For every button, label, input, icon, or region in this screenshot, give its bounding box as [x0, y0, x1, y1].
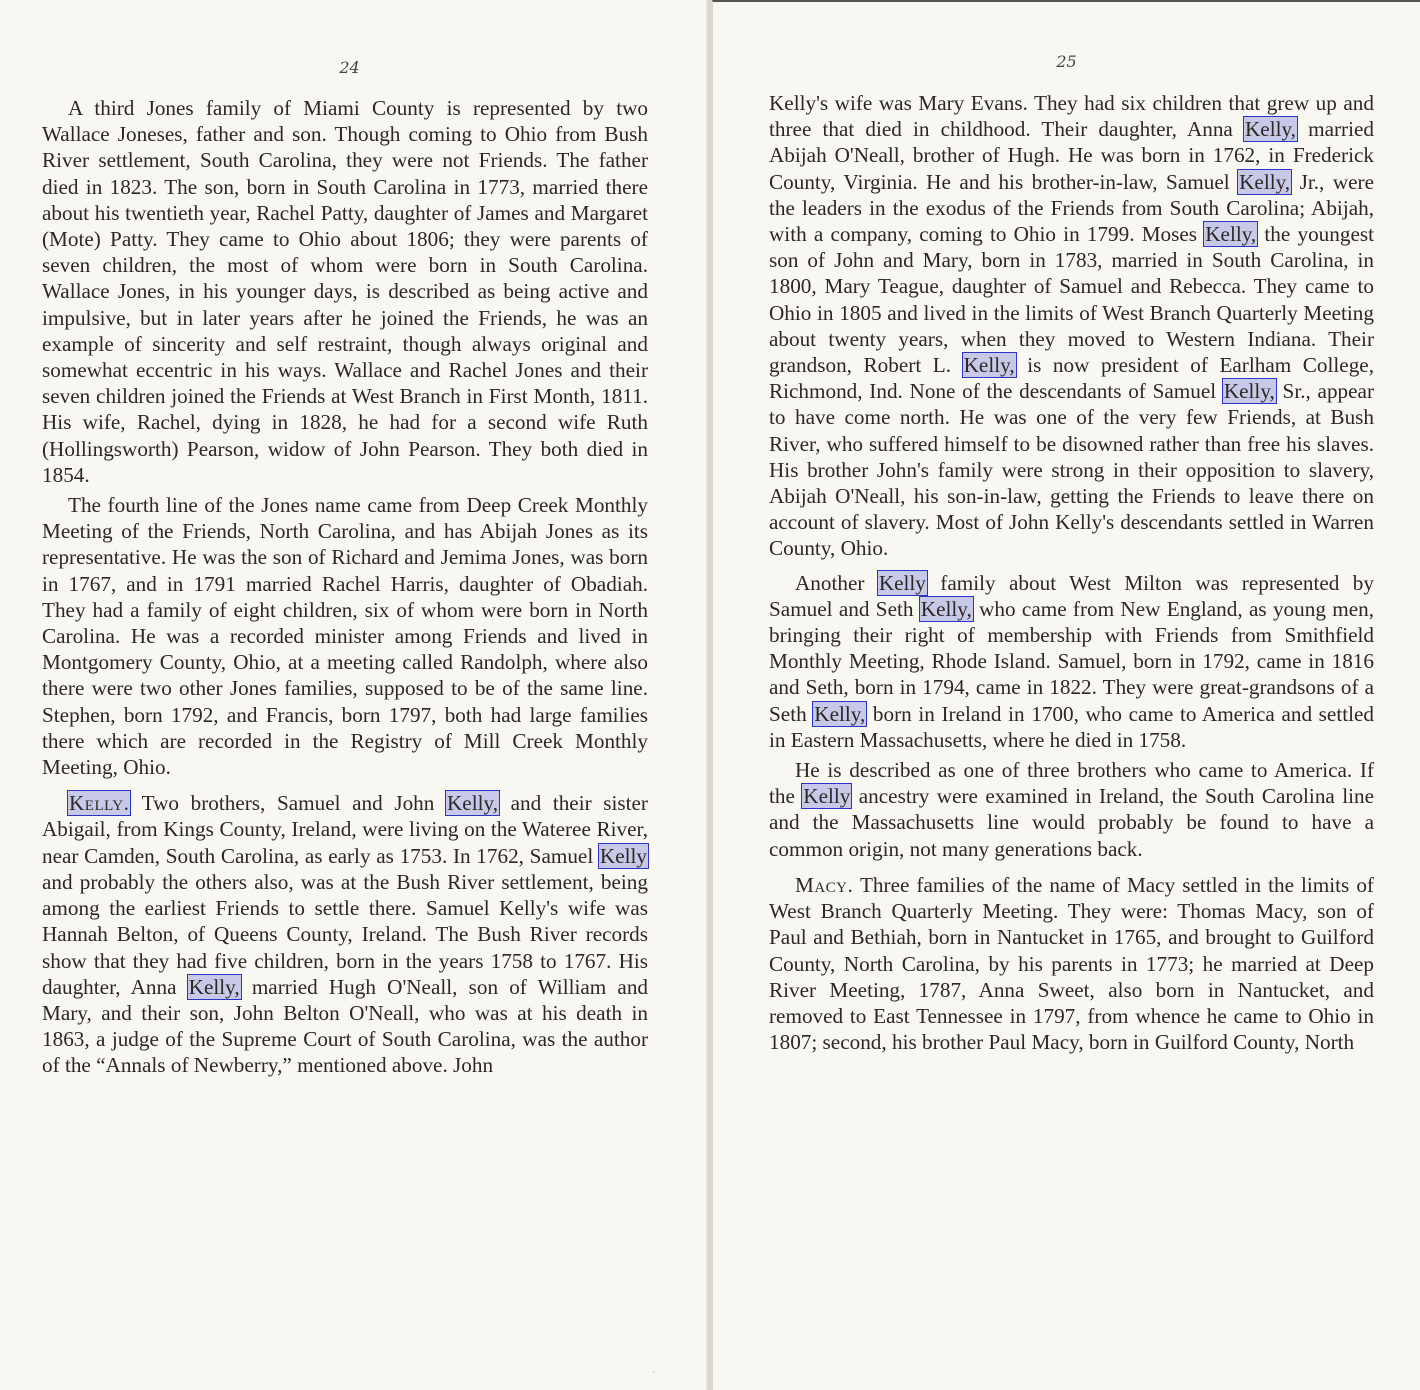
- text-segment: Three families of the name of Macy settled in the limits of West Branch Quarterly Meeting. They were: Thomas Macy, son of Paul and Bethiah, born in Nantucket in 1765, and brought to Guilford County, North Carolina, by his parents in 1773; he married at Deep River Meeting, 1787, Anna Sweet, also born in Nantucket, and removed to East Tennessee in 1797, from whence he came to Ohio in 1807; second, his brother Paul Macy, born in Guilford County, North: [769, 872, 1374, 1055]
- page-number-right: 25: [1056, 52, 1077, 71]
- kelly-highlight[interactable]: Kelly,: [814, 701, 866, 726]
- text-segment: ancestry were examined in Ireland, the South Carolina line and the Massachusetts line would probably be found to have a common origin, not many generations back.: [769, 784, 1374, 861]
- text-segment: Jr., were the leaders in the exodus of the Friends from South Carolina; Abijah, with a company, coming to Ohio in 1799. Moses: [769, 169, 1374, 247]
- kelly-highlight[interactable]: Kelly,: [1223, 379, 1275, 404]
- scan-speck: ·: [652, 1368, 656, 1379]
- text-segment: and probably the others also, was at the Bush River settlement, being among the earliest Friends to settle there. Samuel Kelly's wife was Hannah Belton, of Queens County, Ireland. The Bush River records show that they had five children, born in the years 1758 to 1767. His daughter, Anna: [42, 869, 648, 999]
- kelly-highlight[interactable]: Kelly,: [963, 353, 1015, 378]
- kelly-highlight[interactable]: Kelly,: [920, 596, 972, 621]
- text-segment: family about West Milton was represented by Samuel and Seth: [769, 570, 1374, 621]
- text-segment: Another: [795, 570, 878, 595]
- paragraph-three-brothers: [769, 757, 1374, 862]
- text-segment: is now president of Earlham College, Richmond, Ind. None of the descendants of Samuel: [769, 353, 1374, 404]
- text-segment: Two brothers, Samuel and John: [130, 791, 446, 816]
- text-segment: Sr., appear to have come north. He was one of the very few Friends, at Bush River, who suffered himself to be disowned rather than free his slaves. His brother John's family were strong in their opposition to slavery, Abijah O'Neall, his son-in-law, getting the Friends to leave there on account of slavery. Most of John Kelly's descendants settled in Warren County, Ohio.: [769, 379, 1374, 561]
- left-page-text: [42, 95, 648, 1079]
- right-page-text: [769, 90, 1374, 1055]
- paragraph-kelly-continued: [769, 90, 1374, 562]
- page-number-left: 24: [339, 58, 360, 77]
- kelly-highlight[interactable]: Kelly,: [1239, 169, 1291, 194]
- text-segment: He is described as one of three brothers who came to America. If the: [769, 758, 1374, 809]
- macy-heading: Macy.: [795, 872, 854, 897]
- kelly-highlight[interactable]: Kelly,: [1205, 222, 1257, 247]
- left-page: [0, 0, 708, 1390]
- paragraph-another-kelly: [769, 570, 1374, 753]
- text-segment: the youngest son of John and Mary, born in 1783, married in South Carolina, in 1800, Mary Teague, daughter of Samuel and Rebecca. They came to Ohio in 1805 and lived in the limits of West Branch Quarterly Meeting about twenty years, when they moved to Western Indiana. Their grandson, Robert L.: [769, 222, 1374, 378]
- kelly-heading-highlight[interactable]: Kelly.: [69, 791, 130, 816]
- kelly-highlight[interactable]: Kelly,: [188, 974, 240, 999]
- text-segment: and their sister Abigail, from Kings County, Ireland, were living on the Wateree River, near Camden, South Carolina, as early as 1753. In 1762, Samuel: [42, 791, 648, 868]
- kelly-highlight[interactable]: Kelly: [803, 784, 851, 809]
- paragraph-jones-third: A third Jones family of Miami County is represented by two Wallace Joneses, father and son. Though coming to Ohio from Bush River settlement, South Carolina, they were not Friends. The father died in 1823. The son, born in South Carolina in 1773, married there about his twentieth year, Rachel Patty, daughter of James and Margaret (Mote) Patty. They came to Ohio about 1806; they were parents of seven children, the most of whom were born in South Carolina. Wallace Jones, in his younger days, is described as being active and impulsive, but in later years after he joined the Friends, he was an example of sincerity and self restraint, though always original and somewhat eccentric in his ways. Wallace and Rachel Jones and their seven children joined the Friends at West Branch in First Month, 1811. His wife, Rachel, dying in 1828, he had for a second wife Ruth (Hollingsworth) Pearson, widow of John Pearson. They both died in 1854.: [42, 96, 648, 487]
- text-segment: born in Ireland in 1700, who came to America and settled in Eastern Massachusetts, where he died in 1758.: [769, 701, 1374, 752]
- paragraph-macy: [769, 872, 1374, 1055]
- kelly-highlight[interactable]: Kelly: [599, 843, 647, 868]
- paragraph-kelly: [42, 790, 648, 1078]
- text-segment: married Abijah O'Neall, brother of Hugh. He was born in 1762, in Frederick County, Virginia. He and his brother-in-law, Samuel: [769, 117, 1374, 194]
- kelly-highlight[interactable]: Kelly: [878, 570, 926, 595]
- kelly-highlight[interactable]: Kelly,: [1244, 117, 1296, 142]
- text-segment: Kelly's wife was Mary Evans. They had six children that grew up and three that died in childhood. Their daughter, Anna: [769, 91, 1374, 142]
- kelly-highlight[interactable]: Kelly,: [447, 791, 498, 816]
- right-page: [712, 0, 1420, 1390]
- text-segment: married Hugh O'Neall, son of William and Mary, and their son, John Belton O'Neall, who was at his death in 1863, a judge of the Supreme Court of South Carolina, was the author of the “Annals of Newberry,” mentioned above. John: [42, 974, 649, 1078]
- text-segment: who came from New England, as young men, bringing their right of membership with Friends from Smithfield Monthly Meeting, Rhode Island. Samuel, born in 1792, came in 1816 and Seth, born in 1794, came in 1822. They were great-grandsons of a Seth: [769, 596, 1375, 726]
- paragraph-jones-fourth: The fourth line of the Jones name came from Deep Creek Monthly Meeting of the Friends, North Carolina, and has Abijah Jones as its representative. He was the son of Richard and Jemima Jones, was born in 1767, and in 1791 married Rachel Harris, daughter of Obadiah. They had a family of eight children, six of whom were born in North Carolina. He was a recorded minister among Friends and lived in Montgomery County, Ohio, at a meeting called Randolph, where also there were two other Jones families, supposed to be of the same line. Stephen, born 1792, and Francis, born 1797, both had large families there which are recorded in the Registry of Mill Creek Monthly Meeting, Ohio.: [42, 493, 648, 780]
